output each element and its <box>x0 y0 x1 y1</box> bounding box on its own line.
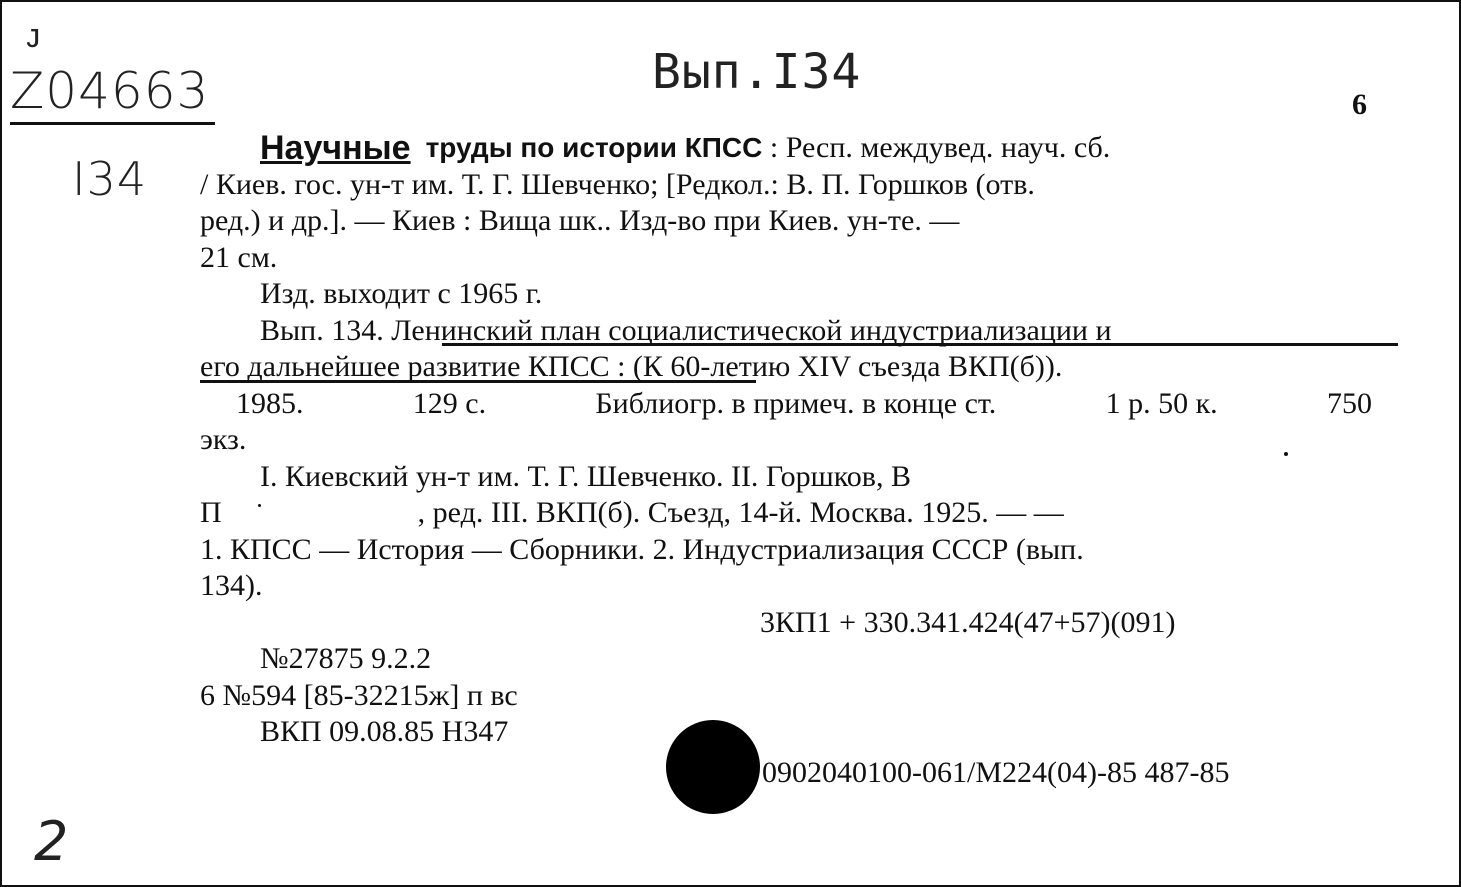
price: 1 р. 50 к. <box>1105 386 1218 420</box>
text-line: №27875 9.2.2 <box>260 642 432 675</box>
corner-handwriting: 2 <box>34 810 70 873</box>
ink-speck <box>258 504 261 507</box>
issue-subtitle: : (К 60-летию XIV съезда ВКП(б)). <box>609 350 1063 383</box>
text-line: ВКП 09.08.85 Н347 <box>260 715 509 748</box>
punch-hole <box>666 720 760 814</box>
series-issue: Вып.I34 <box>652 44 862 100</box>
print-run: 750 <box>1326 386 1372 420</box>
ink-speck <box>1284 452 1288 456</box>
text-line: экз. <box>200 423 247 456</box>
text-line: 6 №594 [85-32215ж] п вс <box>200 678 518 712</box>
pages: 129 с. <box>412 386 487 420</box>
bibliography-note: Библиогр. в примеч. в конце ст. <box>595 386 997 420</box>
text-line <box>200 386 1372 423</box>
handwritten-mark: ᴊ <box>26 16 42 56</box>
text-line <box>200 313 1372 350</box>
added-entries: , ред. III. ВКП(б). Съезд, 14-й. Москва. 1925. — — <box>417 496 1064 529</box>
title-rest: труды по истории КПСС <box>425 132 763 163</box>
text-line <box>200 495 1372 532</box>
issue-title: Ленинский план социалистической индустриализации и <box>391 313 1112 347</box>
text-line: ред.) и др.]. — Киев : Вища шк.. Изд-во при Киев. ун-те. — <box>200 204 960 237</box>
card-text <box>200 130 1372 791</box>
text-line: 21 см. <box>200 240 278 274</box>
text-line: Изд. выходит с 1965 г. <box>260 277 543 310</box>
title-info: : Респ. междувед. науч. сб. <box>762 131 1111 164</box>
issue-label: Вып. 134. <box>260 313 392 347</box>
text-line: / Киев. гос. ун-т им. Т. Г. Шевченко; [Редкол.: В. П. Горшков (отв. <box>200 167 1035 201</box>
text-line <box>200 130 1372 167</box>
text-line <box>200 349 1372 386</box>
issue-title-cont: его дальнейшее развитие КПСС <box>200 350 610 383</box>
text-line: 0902040100-061/М224(04)-85 487-85 <box>762 755 1230 789</box>
year: 1985. <box>236 386 304 420</box>
text-line: 3КП1 + 330.341.424(47+57)(091) <box>760 605 1176 639</box>
inventory-number: Z04663 <box>10 62 215 125</box>
text-line: 134). <box>200 569 263 602</box>
text-line: I. Киевский ун-т им. Т. Г. Шевченко. II. Горшков, В <box>260 459 911 493</box>
text-line: 1. КПСС — История — Сборники. 2. Индустриализация СССР (вып. <box>200 532 1084 566</box>
title-keyword: Научные <box>260 129 411 167</box>
initial: П <box>200 496 222 529</box>
shelf-mark: I34 <box>72 152 148 206</box>
card-number: 6 <box>1352 88 1367 121</box>
